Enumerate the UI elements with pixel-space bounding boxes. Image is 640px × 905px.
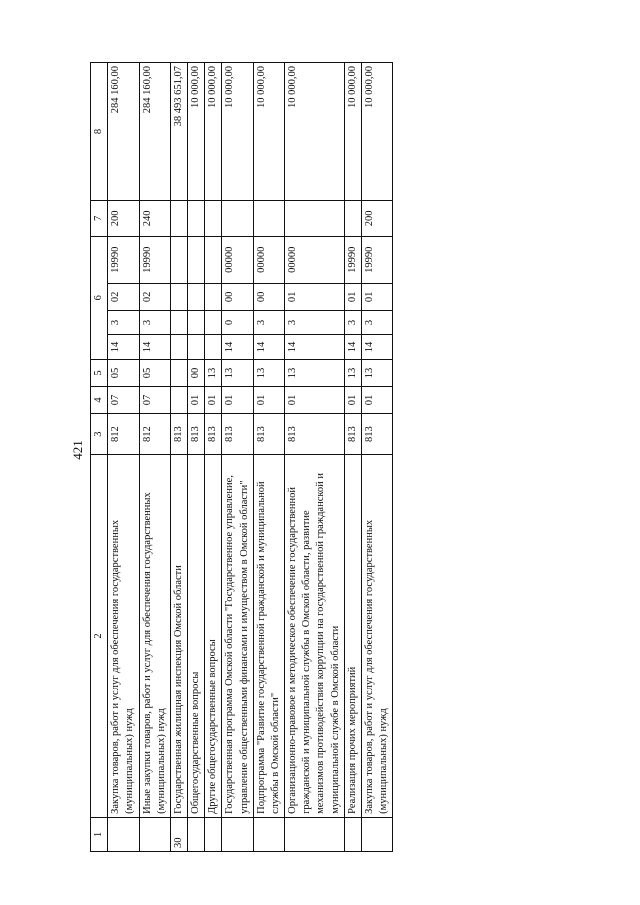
row-expense-type [253, 201, 284, 237]
row-grbs: 813 [170, 413, 187, 454]
row-cs-program: 14 [361, 335, 392, 360]
row-cs-subprogram: 3 [285, 310, 345, 334]
row-cs-event: 01 [361, 283, 392, 310]
row-amount: 10 000,00 [361, 63, 392, 201]
row-section: 07 [108, 386, 139, 413]
row-cs-program: 14 [108, 335, 139, 360]
row-cs-subprogram: 3 [253, 310, 284, 334]
table-row [139, 63, 170, 852]
row-cs-event: 01 [344, 283, 361, 310]
row-grbs: 813 [222, 413, 253, 454]
header-col-7: 7 [91, 201, 108, 237]
row-amount: 10 000,00 [222, 63, 253, 201]
row-subsection: 13 [344, 359, 361, 386]
row-cs-event: 00 [222, 283, 253, 310]
row-section: 01 [285, 386, 345, 413]
row-cs-direction: 00000 [285, 236, 345, 283]
row-cs-direction [188, 236, 205, 283]
header-col-5: 5 [91, 359, 108, 386]
row-section: 01 [222, 386, 253, 413]
row-cs-direction: 19990 [361, 236, 392, 283]
table-header [91, 63, 108, 852]
table-row [344, 63, 361, 852]
row-grbs: 813 [205, 413, 222, 454]
row-cs-subprogram: 0 [222, 310, 253, 334]
row-cs-direction: 19990 [139, 236, 170, 283]
table-row [253, 63, 284, 852]
row-subsection: 13 [285, 359, 345, 386]
table-row [361, 63, 392, 852]
row-number [139, 817, 170, 851]
row-cs-program [170, 335, 187, 360]
row-cs-subprogram: 3 [361, 310, 392, 334]
header-col-3: 3 [91, 413, 108, 454]
row-cs-direction: 19990 [108, 236, 139, 283]
row-name: Организационно-правовое и методическое обеспечение государственной гражданской и муниципальной службы в Омской области, развитие механизмов противодействия коррупции на государственной гражданской и муниципальной службе в Омской области [285, 455, 345, 818]
row-number [108, 817, 139, 851]
row-number [253, 817, 284, 851]
row-name: Другие общегосударственные вопросы [205, 455, 222, 818]
row-cs-subprogram: 3 [344, 310, 361, 334]
table-row [188, 63, 205, 852]
row-number [285, 817, 345, 851]
header-col-2: 2 [91, 455, 108, 818]
row-name: Общегосударственные вопросы [188, 455, 205, 818]
row-number [205, 817, 222, 851]
row-cs-event [188, 283, 205, 310]
budget-table [90, 62, 393, 852]
row-amount: 284 160,00 [139, 63, 170, 201]
header-col-8: 8 [91, 63, 108, 201]
row-section: 01 [188, 386, 205, 413]
table-row [222, 63, 253, 852]
row-expense-type [285, 201, 345, 237]
header-row [91, 63, 108, 852]
row-subsection: 05 [108, 359, 139, 386]
header-col-4: 4 [91, 386, 108, 413]
row-grbs: 813 [285, 413, 345, 454]
row-name: Реализация прочих мероприятий [344, 455, 361, 818]
row-number [344, 817, 361, 851]
header-col-6: 6 [91, 236, 108, 359]
row-section: 07 [139, 386, 170, 413]
row-subsection: 00 [188, 359, 205, 386]
row-cs-program: 14 [285, 335, 345, 360]
row-number [361, 817, 392, 851]
row-cs-direction: 19990 [344, 236, 361, 283]
row-expense-type [222, 201, 253, 237]
row-name: Подпрограмма "Развитие государственной гражданской и муниципальной службы в Омской области" [253, 455, 284, 818]
row-amount: 10 000,00 [285, 63, 345, 201]
row-section: 01 [344, 386, 361, 413]
row-cs-direction: 00000 [253, 236, 284, 283]
row-number [222, 817, 253, 851]
table-row [285, 63, 345, 852]
row-cs-subprogram [205, 310, 222, 334]
row-cs-subprogram: 3 [139, 310, 170, 334]
row-cs-direction: 00000 [222, 236, 253, 283]
row-number: 30 [170, 817, 187, 851]
row-grbs: 813 [188, 413, 205, 454]
row-name: Закупка товаров, работ и услуг для обеспечения государственных (муниципальных) нужд [108, 455, 139, 818]
row-amount: 10 000,00 [188, 63, 205, 201]
table-row [205, 63, 222, 852]
row-section [170, 386, 187, 413]
row-amount: 38 493 651,07 [170, 63, 187, 201]
row-section: 01 [253, 386, 284, 413]
row-amount: 10 000,00 [205, 63, 222, 201]
row-subsection: 13 [222, 359, 253, 386]
row-section: 01 [361, 386, 392, 413]
header-col-1: 1 [91, 817, 108, 851]
row-name: Государственная программа Омской области "Государственное управление, управление общественными финансами и имуществом в Омской области" [222, 455, 253, 818]
row-cs-direction [205, 236, 222, 283]
row-cs-event: 01 [285, 283, 345, 310]
row-subsection: 13 [253, 359, 284, 386]
row-cs-program: 14 [222, 335, 253, 360]
row-cs-subprogram [170, 310, 187, 334]
row-subsection: 13 [205, 359, 222, 386]
row-expense-type: 240 [139, 201, 170, 237]
table-row [108, 63, 139, 852]
row-subsection: 13 [361, 359, 392, 386]
row-cs-program: 14 [344, 335, 361, 360]
row-grbs: 812 [108, 413, 139, 454]
row-amount: 10 000,00 [344, 63, 361, 201]
row-cs-direction [170, 236, 187, 283]
row-cs-program: 14 [253, 335, 284, 360]
row-expense-type: 200 [361, 201, 392, 237]
row-subsection: 05 [139, 359, 170, 386]
row-grbs: 812 [139, 413, 170, 454]
row-expense-type [170, 201, 187, 237]
row-cs-event [205, 283, 222, 310]
row-subsection [170, 359, 187, 386]
row-cs-event: 02 [108, 283, 139, 310]
row-grbs: 813 [361, 413, 392, 454]
row-grbs: 813 [253, 413, 284, 454]
row-expense-type: 200 [108, 201, 139, 237]
table-body [108, 63, 393, 852]
row-cs-subprogram [188, 310, 205, 334]
row-cs-program [188, 335, 205, 360]
row-cs-program [205, 335, 222, 360]
row-cs-subprogram: 3 [108, 310, 139, 334]
page-number: 421 [70, 440, 85, 460]
row-expense-type [344, 201, 361, 237]
rotated-table-container [90, 62, 550, 852]
row-name: Иные закупки товаров, работ и услуг для обеспечения государственных (муниципальных) нужд [139, 455, 170, 818]
row-cs-event [170, 283, 187, 310]
row-cs-event: 02 [139, 283, 170, 310]
row-amount: 284 160,00 [108, 63, 139, 201]
row-expense-type [188, 201, 205, 237]
row-name: Государственная жилищная инспекция Омской области [170, 455, 187, 818]
table-row [170, 63, 187, 852]
row-amount: 10 000,00 [253, 63, 284, 201]
row-name: Закупка товаров, работ и услуг для обеспечения государственных (муниципальных) нужд [361, 455, 392, 818]
row-section: 01 [205, 386, 222, 413]
row-grbs: 813 [344, 413, 361, 454]
row-cs-program: 14 [139, 335, 170, 360]
row-expense-type [205, 201, 222, 237]
row-cs-event: 00 [253, 283, 284, 310]
row-number [188, 817, 205, 851]
